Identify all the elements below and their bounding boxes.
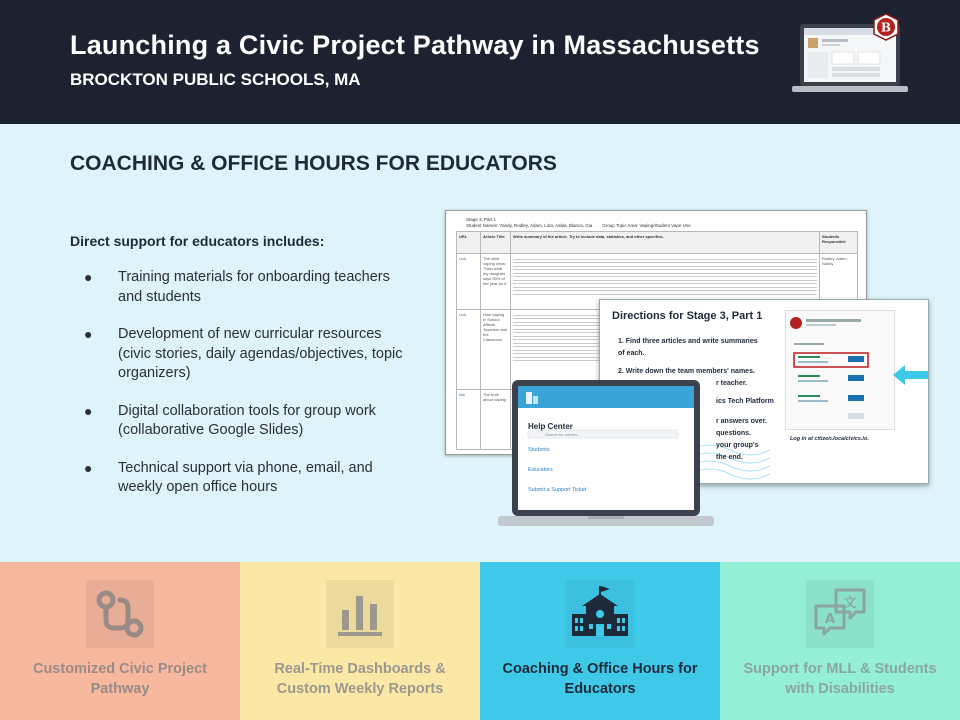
bar-chart-icon <box>326 580 394 648</box>
tile-label: Real-Time Dashboards & Custom Weekly Reports <box>274 661 446 697</box>
laptop-preview-icon <box>790 12 912 100</box>
list-item <box>84 459 414 498</box>
slide-partial: ics Tech Platform <box>716 398 774 405</box>
doc-col-header: Article Title <box>481 232 511 254</box>
slide-steps <box>618 336 758 378</box>
doc-cell: Rodley, Adam, Sandy <box>820 254 858 310</box>
slide-partial: r teacher. <box>716 380 748 387</box>
doc-link: link <box>457 390 481 450</box>
help-center-laptop-image <box>498 380 714 532</box>
school-icon <box>566 580 634 648</box>
doc-cell: The child vaping crisis: 'Train what my daughter says 90% of her year do it' <box>481 254 511 310</box>
help-search-placeholder: Search for articles... <box>545 432 581 437</box>
help-center-title: Help Center <box>528 422 573 431</box>
bullet-icon: ● <box>84 269 93 285</box>
doc-cell: How Vaping in School Affects Teachers and the Classroom <box>481 310 511 390</box>
tile-dashboards <box>240 562 480 720</box>
doc-header <box>466 217 691 229</box>
slide-step: 2. Write down the team members' names. <box>618 368 755 375</box>
feature-tiles <box>0 562 960 720</box>
bullet-icon: ● <box>84 326 93 342</box>
list-item <box>84 402 414 441</box>
doc-topic: Group Topic Area: Vaping/Student Vape Use <box>602 223 691 228</box>
tile-label: Support for MLL & Students with Disabilities <box>743 661 937 697</box>
slide-partial: your group's <box>716 442 759 449</box>
header-banner <box>0 0 960 124</box>
badge-letter: B <box>880 20 892 35</box>
slide-partial: r answers over. <box>716 418 767 425</box>
doc-col-header: Write summary of the article. Try to include data, statistics, and other specifics. <box>511 232 820 254</box>
slide-partial: the end. <box>716 454 743 461</box>
page-title: Launching a Civic Project Pathway in Massachusetts <box>70 30 760 60</box>
tile-coaching <box>480 562 720 720</box>
svg-text:文: 文 <box>843 596 857 611</box>
bullet-icon: ● <box>84 459 93 476</box>
slide-step: 1. Find three articles and write summaries <box>618 338 758 345</box>
tile-mll-support <box>720 562 960 720</box>
tile-label: Customized Civic Project Pathway <box>32 661 208 697</box>
page-subtitle: BROCKTON PUBLIC SCHOOLS, MA <box>70 70 361 89</box>
intro-text: Direct support for educators includes: <box>70 233 325 249</box>
list-item-text: Digital collaboration tools for group work (collaborative Google Slides) <box>118 402 376 438</box>
tile-label: Coaching & Office Hours for Educators <box>502 661 698 697</box>
list-item <box>84 325 414 384</box>
doc-link: Link <box>457 310 481 390</box>
help-link-ticket: Submit a Support Ticket <box>528 487 587 493</box>
help-link-students: Students <box>528 447 550 453</box>
slide-title: Directions for Stage 3, Part 1 <box>612 310 763 322</box>
list-item-text: Development of new curricular resources (civic stories, daily agendas/objectives, topic organizers) <box>118 326 403 381</box>
slide-step: of each. <box>618 350 645 357</box>
doc-col-header: URL <box>457 232 481 254</box>
list-item-text: Training materials for onboarding teachers and students <box>118 269 390 305</box>
help-link-educators: Educators <box>528 467 553 473</box>
svg-text:A: A <box>824 612 836 627</box>
doc-link: Link <box>457 254 481 310</box>
doc-cell: The truth about vaping <box>481 390 511 450</box>
slide-partial: questions. <box>716 430 752 437</box>
pointer-arrow-icon <box>893 365 929 385</box>
list-item <box>84 268 414 307</box>
bullet-icon: ● <box>84 402 93 419</box>
badge-panel <box>785 310 895 430</box>
route-icon <box>86 580 154 648</box>
slide-login-text: Log in at citizen.localcivics.io. <box>790 436 869 442</box>
doc-stage: Stage 3, Part 1 <box>466 217 497 222</box>
tile-civic-pathway <box>0 562 240 720</box>
list-item-text: Technical support via phone, email, and weekly open office hours <box>118 459 373 495</box>
doc-col-header: Students Responsible <box>820 232 858 254</box>
support-list <box>84 268 414 516</box>
badge-panel-art <box>786 311 896 431</box>
section-heading: COACHING & OFFICE HOURS FOR EDUCATORS <box>70 152 557 175</box>
translate-icon <box>806 580 874 648</box>
doc-names: Student Names: Yandy, Rodley, Adam, Lina, Adala, Blanca, Gia <box>466 223 593 228</box>
